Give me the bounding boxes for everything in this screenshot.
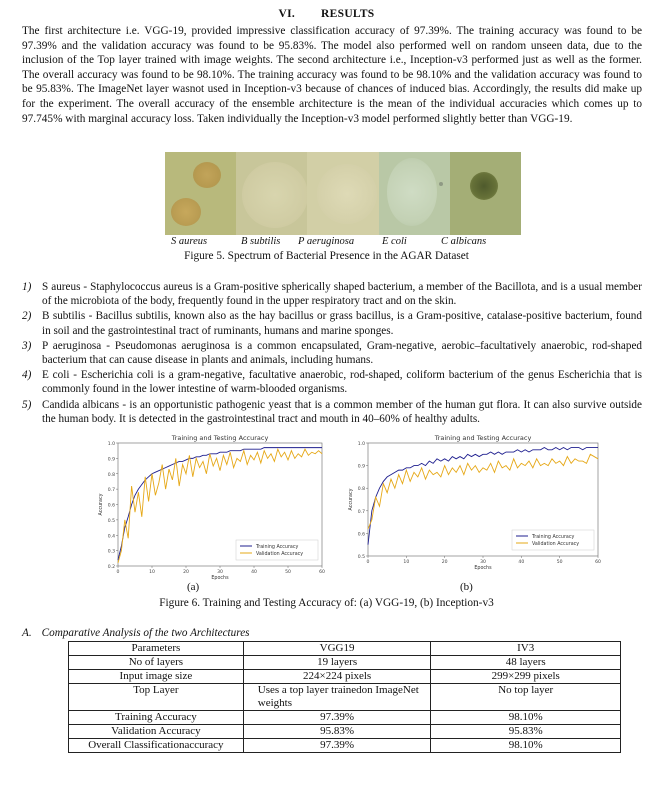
table-cell: 97.39%: [243, 711, 431, 725]
chart-inception-v3: [330, 432, 610, 572]
y-tick-label: 0.2: [107, 565, 115, 570]
table-cell: Input image size: [69, 670, 244, 684]
list-item: [22, 280, 642, 308]
table-row: [69, 684, 621, 711]
table-cell: 98.10%: [431, 711, 621, 725]
y-tick-label: 0.8: [107, 472, 115, 478]
results-paragraph: The first architecture i.e. VGG-19, provided impressive classification accuracy of 97.39%. The training accuracy was found to be 97.39% and the validation accuracy was found to be 95.83%. The model also performed well on random unseen data, due to the inclusion of the Top layer trained with image weights. The second architecture i.e., Inception-v3 performed just as well as the former. The overall accuracy was found to be 98.10%. The training accuracy was found to be 98.10% and the validation accuracy was found to be 95.83%. The ImageNet layer wasnot used in Inception-v3 because of chances of induced bias. Accordingly, the results did make up for the experiment. The overall accuracy of the ensemble architecture is the mean of the individual accuracies which comes up to 97.745% with marginal accuracy loss. Taken individually the Inception-v3 model performed slightly better than VGG-19.: [22, 25, 642, 125]
label-c-albicans: C albicans: [441, 236, 487, 247]
table-cell: 19 layers: [243, 656, 431, 670]
x-tick-label: 60: [319, 570, 325, 575]
x-tick-label: 20: [183, 570, 189, 575]
x-tick-label: 60: [595, 560, 601, 565]
table-row: [69, 725, 621, 739]
list-item-text: P aeruginosa - Pseudomonas aeruginosa is a common encapsulated, Gram-negative, aerobic–facultatively anaerobic, rod-shaped bacterium that can cause disease in plants and animals, including humans.: [42, 339, 642, 367]
table-cell: 48 layers: [431, 656, 621, 670]
y-axis-label: Accuracy: [99, 493, 104, 516]
figure6-caption: Figure 6. Training and Testing Accuracy of: (a) VGG-19, (b) Inception-v3: [159, 597, 494, 609]
table-row: [69, 656, 621, 670]
chart-vgg19: [82, 432, 332, 582]
table-cell: 95.83%: [243, 725, 431, 739]
list-item-text: B subtilis - Bacillus subtilis, known also as the hay bacillus or grass bacillus, is a Gram-positive, catalase-positive bacterium, found in soil and the gastrointestinal tract of ruminants, humans and marine sponges.: [42, 310, 642, 337]
y-tick-label: 0.5: [107, 518, 115, 524]
table-row: [69, 711, 621, 725]
list-item: [22, 339, 642, 367]
petri-dish-s-aureus: [165, 152, 236, 235]
table-cell: No of layers: [69, 656, 244, 670]
x-tick-label: 50: [285, 570, 291, 575]
y-tick-label: 0.3: [107, 549, 115, 555]
list-item-text: S aureus - Staphylococcus aureus is a Gram-positive spherically shaped bacterium, a member of the Bacillota, and is a usual member of the microbiota of the body, frequently found in the upper respiratory tract and on the skin.: [42, 281, 642, 308]
table-cell: 97.39%: [243, 739, 431, 753]
x-tick-label: 20: [441, 560, 448, 565]
table-row: [69, 739, 621, 753]
table-cell: No top layer: [431, 684, 621, 711]
subsection-title: Comparative Analysis of the two Architectures: [41, 627, 250, 639]
y-tick-label: 1.0: [107, 442, 115, 447]
table-cell: Top Layer: [69, 684, 244, 711]
table-cell: Validation Accuracy: [69, 725, 244, 739]
table-cell: Training Accuracy: [69, 711, 244, 725]
table-cell: 98.10%: [431, 739, 621, 753]
table-header: Parameters: [69, 642, 244, 656]
list-marker: 3): [22, 339, 32, 352]
bacteria-list: [22, 280, 642, 427]
legend-box: [512, 530, 594, 550]
x-tick-label: 0: [116, 570, 120, 575]
y-axis-label: Accuracy: [349, 488, 354, 511]
x-axis-label: Epochs: [474, 566, 492, 571]
figure5-caption: Figure 5. Spectrum of Bacterial Presence in the AGAR Dataset: [184, 250, 469, 262]
legend-label: Training Accuracy: [532, 535, 575, 540]
list-marker: 2): [22, 310, 32, 323]
petri-dish-b-subtilis: [236, 152, 307, 235]
section-number: VI.: [278, 8, 296, 20]
section-title: RESULTS: [321, 8, 375, 20]
y-tick-label: 0.5: [357, 555, 365, 560]
list-marker: 5): [22, 398, 32, 411]
agar-labels: [165, 236, 521, 248]
y-tick-label: 0.8: [357, 487, 365, 493]
section-heading: [0, 8, 653, 20]
x-tick-label: 10: [149, 570, 155, 575]
label-e-coli: E coli: [382, 236, 407, 247]
x-axis-label: Epochs: [211, 576, 229, 581]
x-tick-label: 50: [556, 560, 563, 565]
figure6-sublabel-b: (b): [460, 581, 473, 593]
legend-label: Validation Accuracy: [532, 542, 580, 547]
x-tick-label: 30: [480, 560, 486, 565]
list-marker: 4): [22, 369, 32, 382]
y-tick-label: 0.6: [357, 532, 365, 538]
chart-inception-v3-svg: [330, 432, 610, 572]
y-tick-label: 0.4: [107, 534, 115, 540]
x-tick-label: 10: [403, 560, 410, 565]
x-tick-label: 30: [217, 570, 223, 575]
table-cell: 95.83%: [431, 725, 621, 739]
chart-title: Training and Testing Accuracy: [171, 434, 269, 442]
label-b-subtilis: B subtilis: [241, 236, 281, 247]
comparison-table: [68, 641, 621, 753]
list-item: [22, 368, 642, 396]
y-tick-label: 0.9: [107, 457, 115, 463]
table-cell: 224×224 pixels: [243, 670, 431, 684]
y-tick-label: 0.9: [357, 464, 365, 470]
label-s-aureus: S aureus: [171, 236, 208, 247]
subsection-heading: [22, 627, 250, 639]
legend-label: Validation Accuracy: [256, 552, 304, 557]
petri-dish-c-albicans: [450, 152, 521, 235]
figure6-sublabel-a: (a): [187, 581, 200, 593]
label-p-aeruginosa: P aeruginosa: [298, 236, 355, 247]
table-cell: Uses a top layer trainedon ImageNet weights: [243, 684, 431, 711]
y-tick-label: 1.0: [357, 442, 365, 447]
y-tick-label: 0.6: [107, 503, 115, 509]
list-item: [22, 309, 642, 337]
x-tick-label: 40: [251, 570, 257, 575]
list-item-text: E coli - Escherichia coli is a gram-negative, facultative anaerobic, rod-shaped, coliform bacterium of the genus Escherichia that is commonly found in the lower intestine of warm-blooded organisms.: [42, 369, 642, 396]
chart-title: Training and Testing Accuracy: [434, 434, 532, 442]
table-header: IV3: [431, 642, 621, 656]
agar-image-strip: [165, 152, 521, 235]
petri-dish-p-aeruginosa: [307, 152, 378, 235]
list-marker: 1): [22, 281, 32, 293]
list-item-text: Candida albicans - is an opportunistic pathogenic yeast that is a common member of the human gut flora. It can also survive outside the human body. It is detected in the gastrointestinal tract and mouth in 40–60% of healthy adults.: [42, 398, 642, 425]
y-tick-label: 0.7: [357, 509, 365, 515]
x-tick-label: 40: [518, 560, 525, 565]
table-cell: 299×299 pixels: [431, 670, 621, 684]
y-tick-label: 0.7: [107, 488, 115, 494]
table-header-row: [69, 642, 621, 656]
legend-box: [236, 540, 318, 560]
table-header: VGG19: [243, 642, 431, 656]
list-item: [22, 398, 642, 426]
table-cell: Overall Classificationaccuracy: [69, 739, 244, 753]
table-row: [69, 670, 621, 684]
chart-vgg19-svg: [82, 432, 332, 582]
subsection-marker: A.: [22, 627, 32, 639]
legend-label: Training Accuracy: [256, 545, 299, 550]
x-tick-label: 0: [366, 560, 370, 565]
petri-dish-e-coli: [379, 152, 450, 235]
